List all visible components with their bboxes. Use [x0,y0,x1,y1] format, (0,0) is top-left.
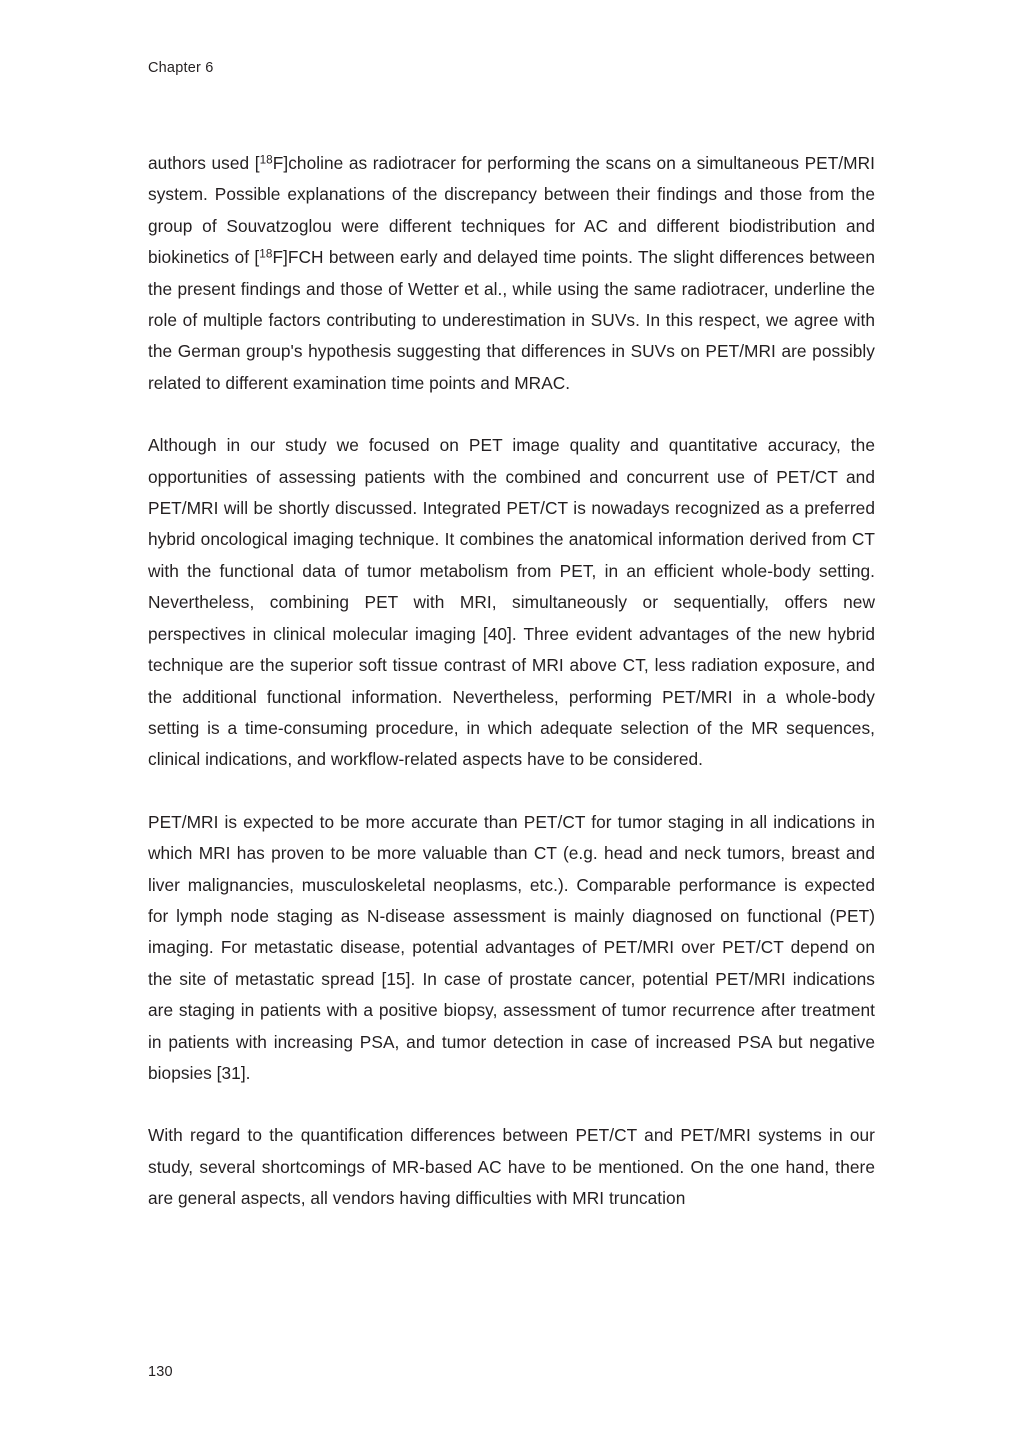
superscript-isotope: 18 [259,153,273,167]
running-head-chapter: Chapter 6 [148,60,214,76]
page-number: 130 [148,1364,173,1380]
body-paragraph-4: With regard to the quantification differences between PET/CT and PET/MRI systems in our study, several shortcomings of MR-based AC have to be mentioned. On the one hand, there are general aspects, all vendors having difficulties with MRI truncation [148,1125,875,1209]
body-paragraph-2: Although in our study we focused on PET image quality and quantitative accuracy, the opportunities of assessing patients with the combined and concurrent use of PET/CT and PET/MRI will be shortly discussed. Integrated PET/CT is nowadays recognized as a preferred hybrid oncological imaging technique. It combines the anatomical information derived from CT with the functional data of tumor metabolism from PET, in an efficient whole-body setting. Nevertheless, combining PET with MRI, simultaneously or sequentially, offers new perspectives in clinical molecular imaging [40]. Three evident advantages of the new hybrid technique are the superior soft tissue contrast of MRI above CT, less radiation exposure, and the additional functional information. Nevertheless, performing PET/MRI in a whole-body setting is a time-consuming procedure, in which adequate selection of the MR sequences, clinical indications, and workflow-related aspects have to be considered. [148,435,875,770]
body-paragraph-1: authors used [$^{18}$F]choline as radiotracer for performing the scans on a simultaneous PET/MRI system. Possible explanations of the discrepancy between their findings and those from the group of Souvatzoglou were different techniques for AC and different biodistribution and biokinetics of [$^{18}$F]FCH between early and delayed time points. The slight differences between the present findings and those of Wetter et al., while using the same radiotracer, underline the role of multiple factors contributing to underestimation in SUVs. In this respect, we agree with the German group's hypothesis suggesting that differences in SUVs on PET/MRI are possibly related to different examination time points and MRAC. [148,153,876,393]
body-paragraph-3: PET/MRI is expected to be more accurate than PET/CT for tumor staging in all indications in which MRI has proven to be more valuable than CT (e.g. head and neck tumors, breast and liver malignancies, musculoskeletal neoplasms, etc.). Comparable performance is expected for lymph node staging as N-disease assessment is mainly diagnosed on functional (PET) imaging. For metastatic disease, potential advantages of PET/MRI over PET/CT depend on the site of metastatic spread [15]. In case of prostate cancer, potential PET/MRI indications are staging in patients with a positive biopsy, assessment of tumor recurrence after treatment in patients with increasing PSA, and tumor detection in case of increased PSA but negative biopsies [31]. [148,811,875,1083]
body-text-column [148,148,875,1215]
superscript-isotope: 18 [259,247,273,261]
